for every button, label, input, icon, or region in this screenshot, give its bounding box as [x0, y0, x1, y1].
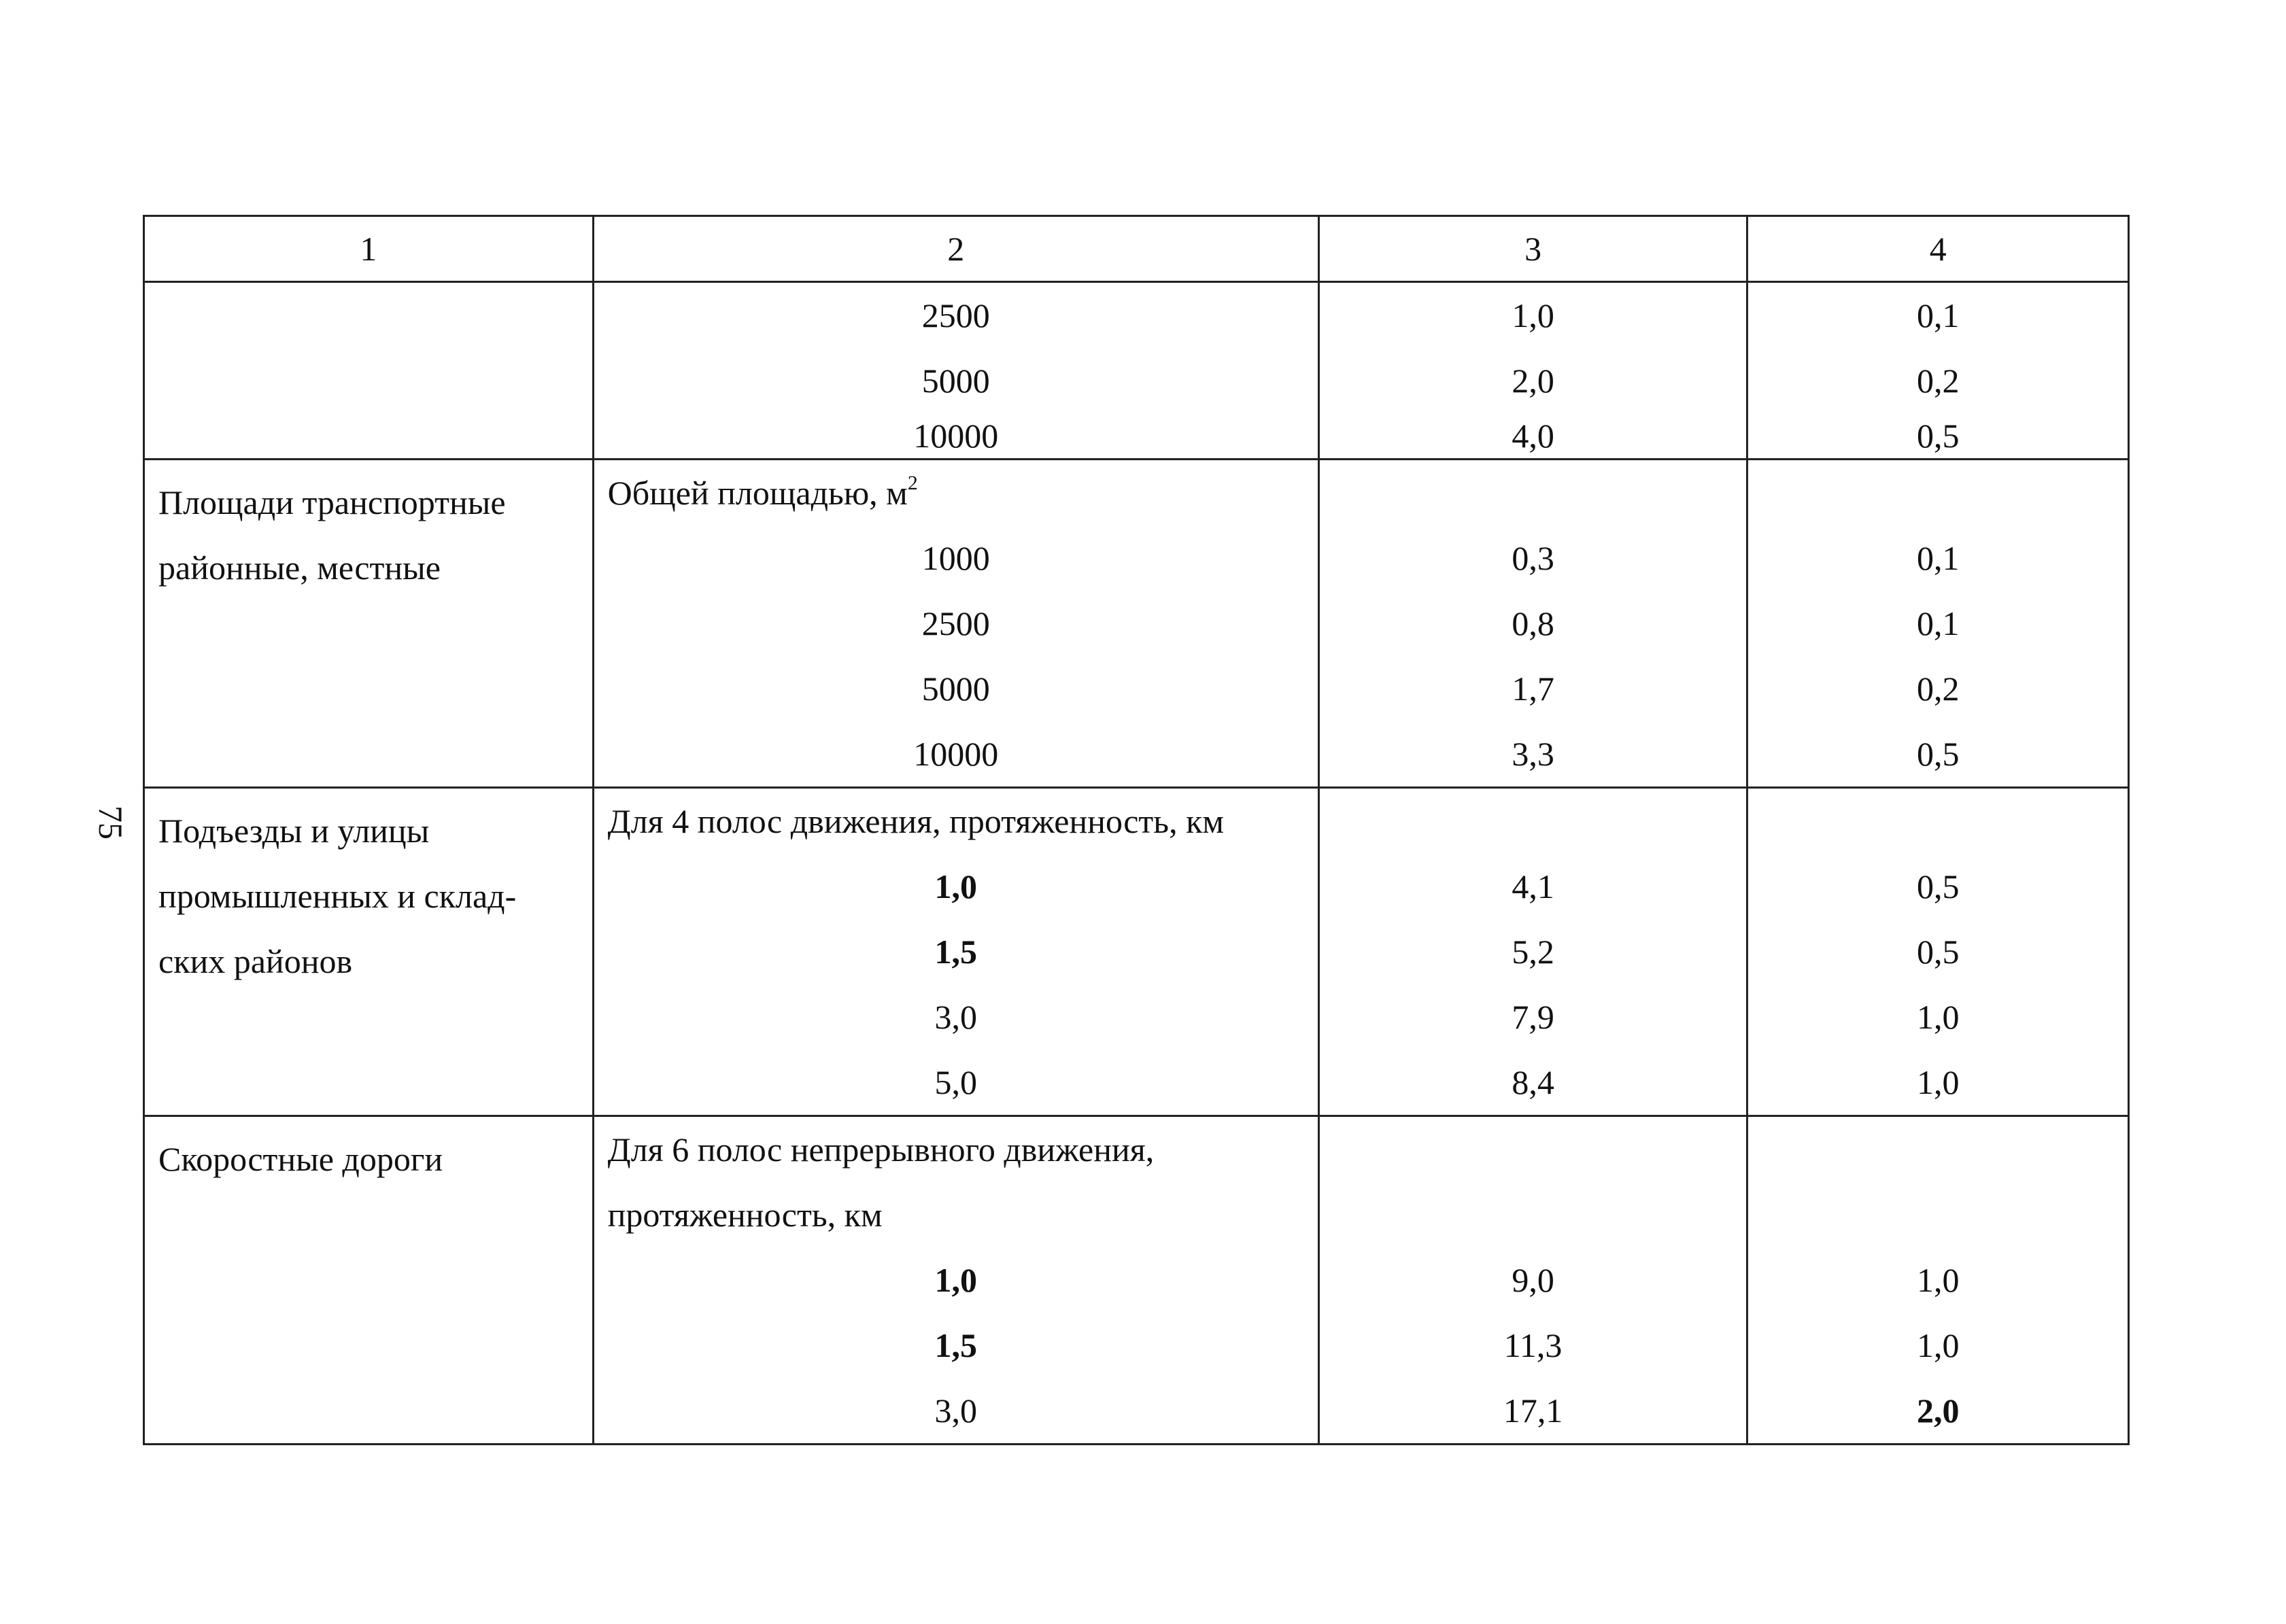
parameter-value: 5,0: [934, 1063, 977, 1101]
column-4-value: 2,0: [1916, 1392, 1960, 1430]
parameter-value: 1,0: [934, 867, 977, 905]
column-3-value: 0,8: [1512, 604, 1554, 642]
parameter-value: 5000: [921, 670, 990, 708]
parameter-value: 2500: [921, 604, 990, 642]
column-3-value: 1,0: [1512, 296, 1554, 334]
column-3-value: 1,7: [1512, 670, 1554, 708]
spacer: [1748, 789, 2128, 854]
row-name-cell: [144, 460, 594, 788]
column-4-value: 0,1: [1916, 296, 1960, 334]
parameter-value: 1,5: [934, 1326, 977, 1364]
column-4-value: 1,0: [1916, 1261, 1960, 1299]
parameter-value: 10000: [913, 417, 999, 455]
parameter-heading: Общей площадью, $м^2$: [607, 472, 918, 512]
column-3-value: 5,2: [1512, 933, 1554, 971]
column-3-cell: [1318, 460, 1747, 788]
parameter-value: 1,5: [934, 933, 977, 971]
table-row: [144, 460, 2129, 788]
table-row: [144, 788, 2129, 1116]
parameter-value: 5000: [921, 362, 990, 400]
column-header: 2: [593, 216, 1318, 282]
column-3-cell: [1318, 788, 1747, 1116]
column-header: 4: [1747, 216, 2129, 282]
column-3-value: 4,0: [1512, 417, 1554, 455]
page-number: 75: [92, 806, 130, 840]
row-name: Скоростные дороги: [158, 1140, 443, 1178]
superscript: 2: [907, 472, 918, 494]
column-4-value: 1,0: [1916, 998, 1960, 1036]
column-3-cell: [1318, 282, 1747, 460]
column-4-value: 0,5: [1916, 735, 1960, 773]
row-name: Подъезды и улицы промышленных и склад- ских районов: [158, 812, 517, 980]
column-4-value: 1,0: [1916, 1326, 1960, 1364]
parameter-value: 1000: [921, 539, 990, 577]
row-name: [145, 283, 592, 292]
column-4-value: 0,1: [1916, 539, 1960, 577]
spacer: [1320, 1182, 1747, 1247]
spacer: [1748, 460, 2128, 525]
column-4-value: 0,2: [1916, 670, 1960, 708]
column-header: 1: [144, 216, 594, 282]
parameter-heading: протяженность, км: [607, 1196, 883, 1234]
parameter-value: 10000: [913, 735, 999, 773]
column-4-cell: [1747, 460, 2129, 788]
parameter-heading: Для 6 полос непрерывного движения,: [607, 1130, 1155, 1169]
header-row: [144, 216, 2129, 282]
column-header: 3: [1318, 216, 1747, 282]
column-3-cell: [1318, 1116, 1747, 1445]
column-3-value: 7,9: [1512, 998, 1554, 1036]
column-4-value: 0,5: [1916, 417, 1960, 455]
column-4-value: 0,5: [1916, 933, 1960, 971]
parameter-heading: Для 4 полос движения, протяженность, км: [607, 802, 1225, 840]
spacer: [1320, 460, 1747, 525]
column-3-value: 0,3: [1512, 539, 1554, 577]
parameter-cell: [593, 788, 1318, 1116]
spacer: [1320, 1117, 1747, 1182]
spacer: [1320, 789, 1747, 854]
column-3-value: 17,1: [1503, 1392, 1563, 1430]
parameter-value: 3,0: [934, 998, 977, 1036]
row-name-cell: [144, 788, 594, 1116]
spacer: [1748, 1182, 2128, 1247]
column-3-value: 11,3: [1503, 1326, 1563, 1364]
parameter-cell: [593, 282, 1318, 460]
column-4-value: 0,5: [1916, 867, 1960, 905]
column-3-value: 4,1: [1512, 867, 1554, 905]
table-row: [144, 1116, 2129, 1445]
parameter-value: 3,0: [934, 1392, 977, 1430]
parameter-value: 2500: [921, 296, 990, 334]
column-3-value: 9,0: [1512, 1261, 1554, 1299]
row-name-cell: [144, 282, 594, 460]
column-4-value: 0,1: [1916, 604, 1960, 642]
spacer: [1748, 1117, 2128, 1182]
column-4-value: 0,2: [1916, 362, 1960, 400]
parameter-cell: [593, 460, 1318, 788]
column-4-value: 1,0: [1916, 1063, 1960, 1101]
column-3-value: 2,0: [1512, 362, 1554, 400]
table-row: [144, 282, 2129, 460]
column-4-cell: [1747, 1116, 2129, 1445]
column-4-cell: [1747, 788, 2129, 1116]
row-name: Площади транспортные районные, местные: [158, 483, 506, 587]
row-name-cell: [144, 1116, 594, 1445]
parameter-cell: [593, 1116, 1318, 1445]
data-table: [143, 215, 2130, 1445]
column-3-value: 8,4: [1512, 1063, 1554, 1101]
column-4-cell: [1747, 282, 2129, 460]
parameter-value: 1,0: [934, 1261, 977, 1299]
column-3-value: 3,3: [1512, 735, 1554, 773]
